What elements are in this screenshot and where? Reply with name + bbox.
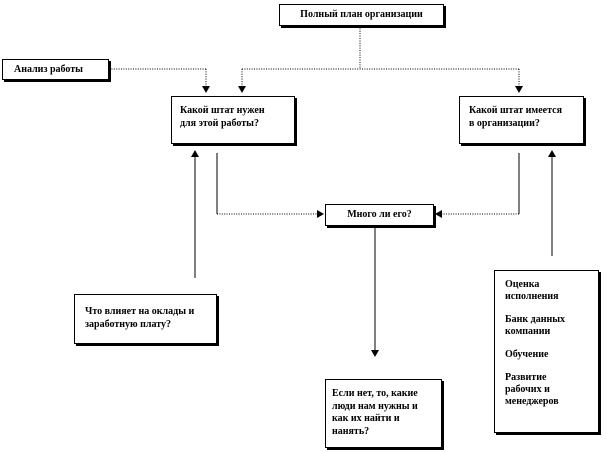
node-salary-factors-line1: Что влияет на оклады и	[85, 306, 195, 317]
source-item: Оценка исполнения	[505, 279, 559, 302]
node-job-analysis-text: Анализ работы	[14, 64, 83, 75]
node-existing-staff	[459, 96, 584, 144]
node-full-plan	[279, 4, 444, 26]
node-if-not	[325, 379, 442, 448]
node-if-not-line3: как их найти и	[332, 413, 400, 424]
node-if-not-line4: нанять?	[332, 425, 370, 437]
node-needed-staff-line2: для этой работы?	[180, 117, 259, 129]
node-how-many-text: Много ли его?	[347, 208, 412, 220]
node-full-plan-text: Полный план организации	[300, 8, 423, 20]
node-job-analysis	[2, 59, 109, 80]
connector-salary-to-needed	[191, 150, 199, 278]
source-item: Обучение	[505, 349, 549, 360]
connector-needed-to-how-many	[217, 153, 324, 218]
connector-sources-to-existing	[548, 150, 556, 256]
node-sources	[494, 270, 599, 433]
source-item: Банк данных компании	[505, 314, 566, 337]
connector-plan-to-branches	[238, 26, 523, 93]
node-existing-staff-line2: в организации?	[469, 117, 540, 129]
node-existing-staff-line1: Какой штат имеется	[469, 105, 562, 116]
source-item: Развитие рабочих и менеджеров	[505, 372, 559, 407]
connector-how-many-to-if-not	[371, 227, 379, 357]
node-needed-staff	[171, 96, 295, 144]
node-if-not-line1: Если нет, то, какие	[332, 388, 418, 399]
connector-analysis-to-needed	[109, 69, 210, 93]
node-how-many	[325, 204, 434, 226]
node-salary-factors	[74, 294, 217, 344]
connector-existing-to-how-many	[435, 153, 519, 218]
node-salary-factors-line2: заработную плату?	[85, 318, 172, 330]
node-if-not-line2: люди нам нужны и	[332, 400, 418, 412]
node-needed-staff-line1: Какой штат нужен	[180, 105, 265, 116]
